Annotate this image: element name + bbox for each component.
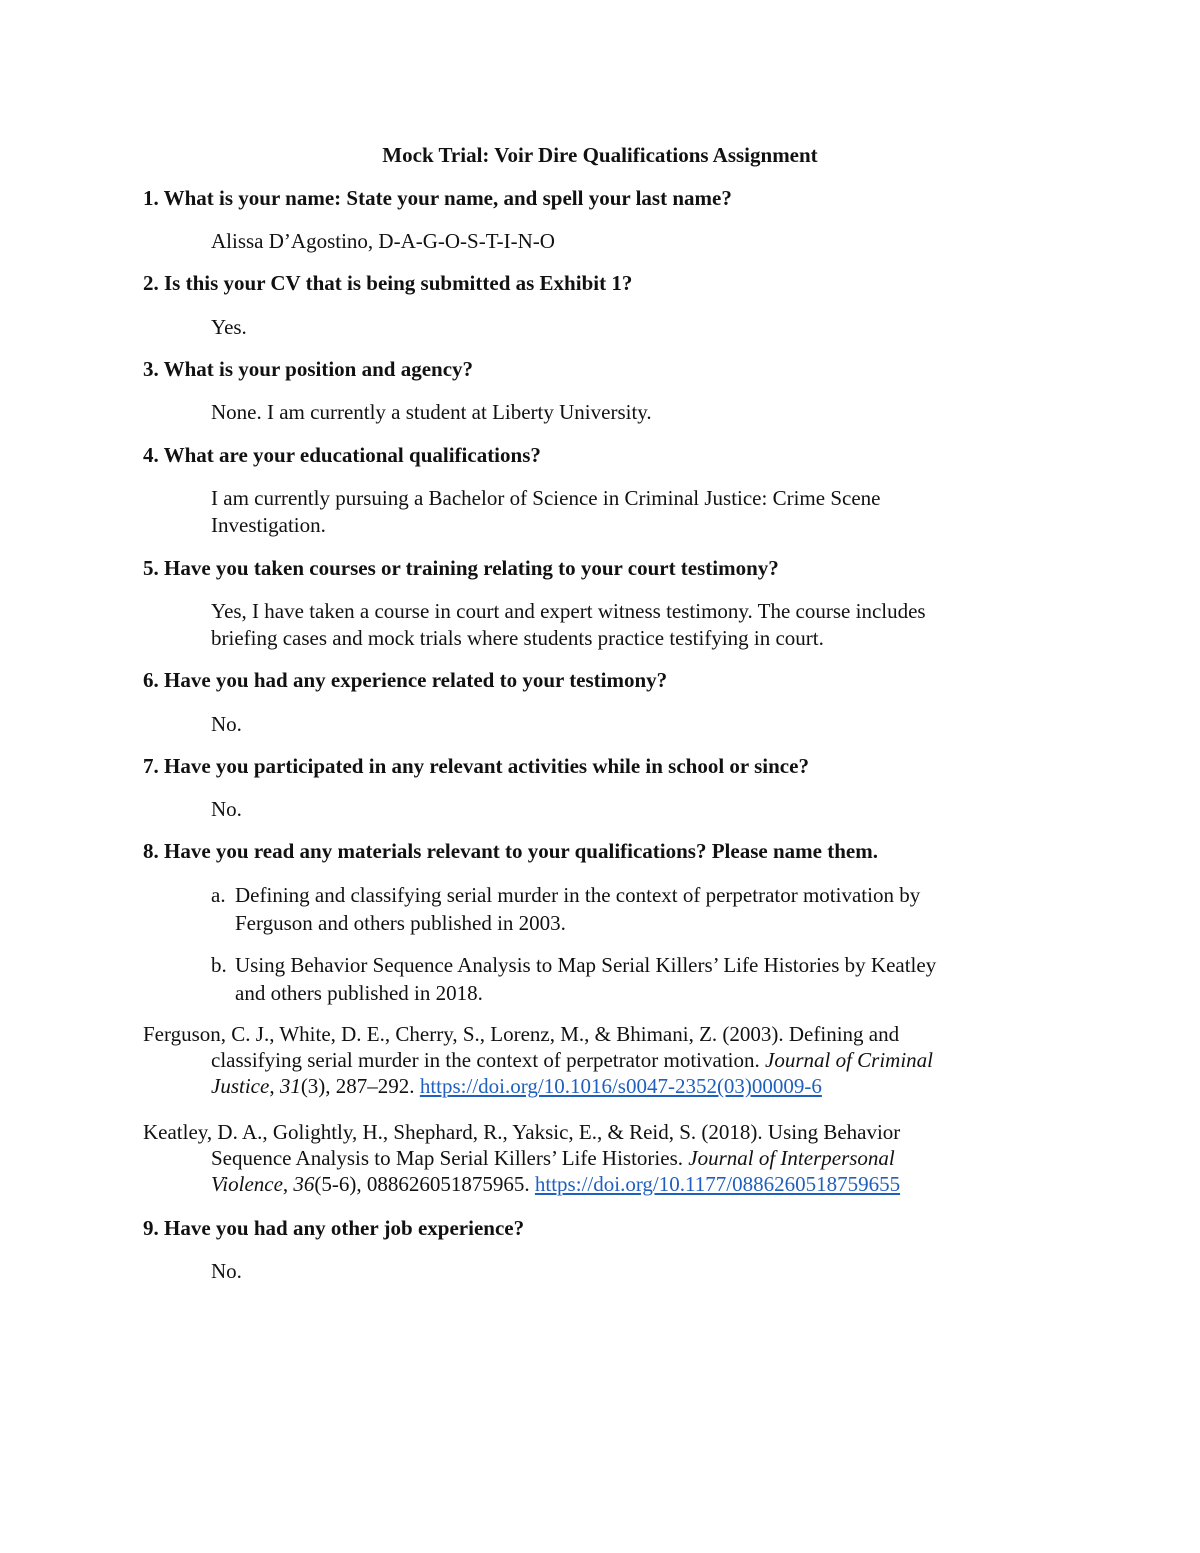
reference-line-3: Justice, 31(3), 287–292. https://doi.org/10.1016/s0047-2352(03)00009-6 — [211, 1074, 822, 1098]
answer-3: None. I am currently a student at Liberty University. — [211, 400, 652, 424]
material-label: b. — [211, 953, 227, 977]
journal-issue: (5-6), 088626051875965. — [314, 1172, 530, 1196]
question-1: 1. What is your name: State your name, and spell your last name? — [143, 186, 732, 210]
answer-5 — [211, 598, 1041, 652]
reference-line-1: Keatley, D. A., Golightly, H., Shephard, R., Yaksic, E., & Reid, S. (2018). Using Behavior — [143, 1120, 901, 1144]
material-line-1: Defining and classifying serial murder in the context of perpetrator motivation by — [235, 883, 921, 907]
reference-line-3: Violence, 36(5-6), 088626051875965. https://doi.org/10.1177/0886260518759655 — [211, 1172, 901, 1196]
question-3: 3. What is your position and agency? — [143, 357, 474, 381]
answer-1: Alissa D’Agostino, D-A-G-O-S-T-I-N-O — [211, 229, 555, 253]
material-label: a. — [211, 883, 226, 907]
journal-title: Journal of Criminal — [765, 1048, 934, 1072]
question-2: 2. Is this your CV that is being submitted as Exhibit 1? — [143, 271, 633, 295]
material-line-2: and others published in 2018. — [235, 981, 483, 1005]
journal-volume: 36 — [293, 1172, 315, 1196]
journal-issue: (3), 287–292. — [300, 1074, 415, 1098]
journal-title-cont: Justice — [211, 1074, 270, 1098]
material-line-1: Using Behavior Sequence Analysis to Map Serial Killers’ Life Histories by Keatley — [235, 953, 937, 977]
answer-4-line-2: Investigation. — [211, 513, 326, 537]
doi-link[interactable]: https://doi.org/10.1016/s0047-2352(03)00009-6 — [419, 1074, 822, 1098]
journal-title-cont: Violence — [211, 1172, 283, 1196]
page-title: Mock Trial: Voir Dire Qualifications Assignment — [382, 143, 818, 167]
journal-title: Journal of Interpersonal — [688, 1146, 895, 1170]
answer-4 — [211, 485, 1041, 539]
answer-9: No. — [211, 1259, 242, 1283]
answer-5-line-2: briefing cases and mock trials where students practice testifying in court. — [211, 626, 824, 650]
reference-line-1: Ferguson, C. J., White, D. E., Cherry, S., Lorenz, M., & Bhimani, Z. (2003). Defining and — [143, 1022, 900, 1046]
reference-line-2: Sequence Analysis to Map Serial Killers’ Life Histories. Journal of Interpersonal — [211, 1146, 895, 1170]
material-line-2: Ferguson and others published in 2003. — [235, 911, 566, 935]
question-9: 9. Have you had any other job experience? — [143, 1216, 525, 1240]
reference-line-2: classifying serial murder in the context of perpetrator motivation. Journal of Criminal — [211, 1048, 934, 1072]
answer-5-line-1: Yes, I have taken a course in court and expert witness testimony. The course includes — [211, 599, 926, 623]
answer-6: No. — [211, 712, 242, 736]
question-6: 6. Have you had any experience related to your testimony? — [143, 668, 668, 692]
question-4: 4. What are your educational qualifications? — [143, 443, 541, 467]
answer-7: No. — [211, 797, 242, 821]
question-8: 8. Have you read any materials relevant to your qualifications? Please name them. — [143, 839, 878, 863]
reference-keatley — [143, 1119, 1043, 1197]
reference-ferguson — [143, 1021, 1043, 1099]
question-5: 5. Have you taken courses or training relating to your court testimony? — [143, 556, 779, 580]
answer-2: Yes. — [211, 315, 247, 339]
journal-volume: 31 — [279, 1074, 301, 1098]
material-item-a — [211, 881, 1041, 937]
question-7: 7. Have you participated in any relevant activities while in school or since? — [143, 754, 809, 778]
material-item-b — [211, 951, 1041, 1007]
answer-4-line-1: I am currently pursuing a Bachelor of Science in Criminal Justice: Crime Scene — [211, 486, 881, 510]
doi-link[interactable]: https://doi.org/10.1177/0886260518759655 — [534, 1172, 901, 1196]
